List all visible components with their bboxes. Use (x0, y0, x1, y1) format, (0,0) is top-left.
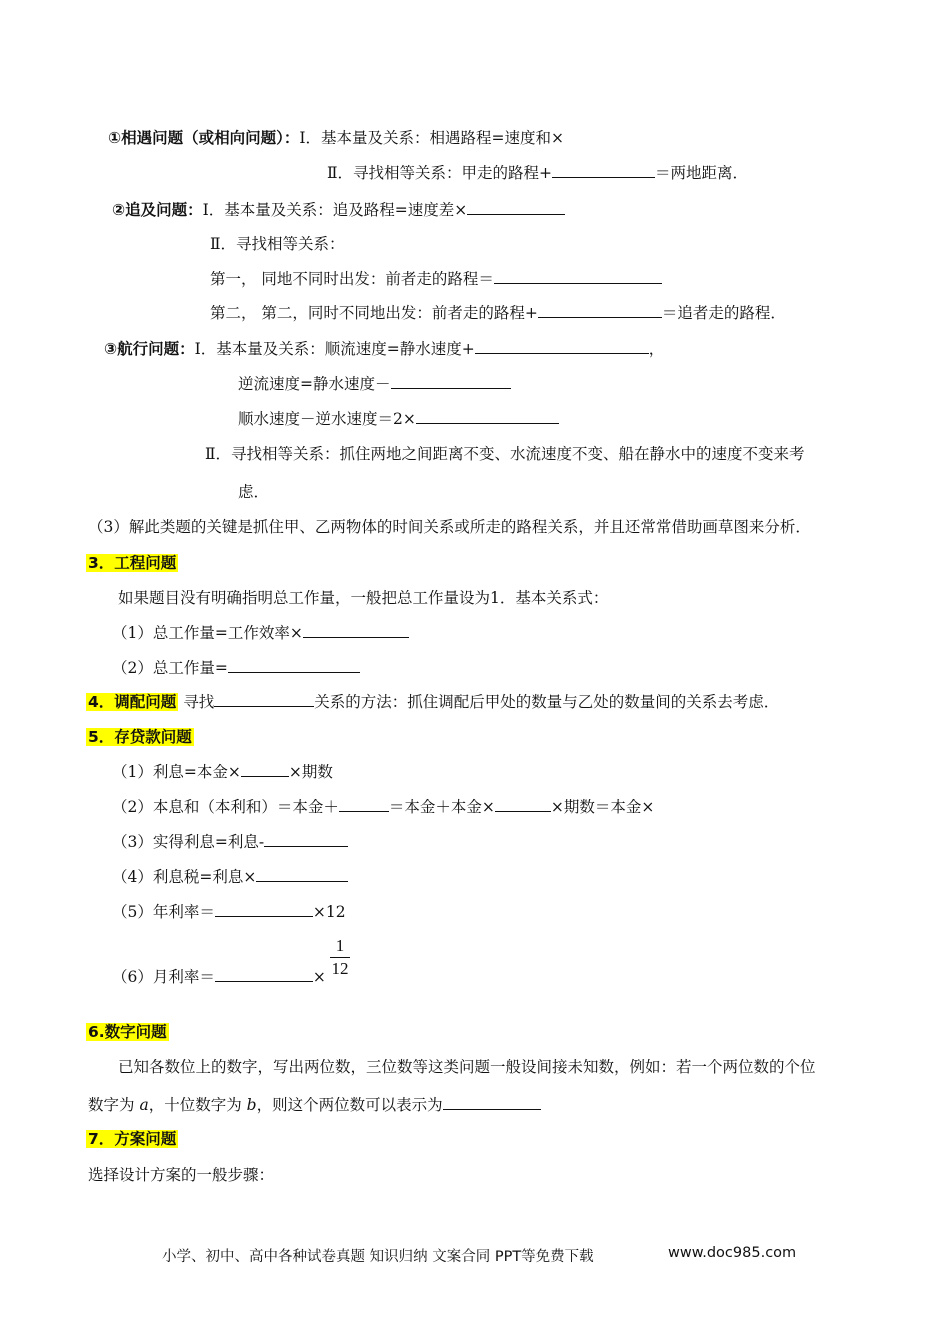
blank[interactable] (303, 622, 409, 638)
loan-item-5-tail: ×12 (312, 903, 346, 921)
blank[interactable] (552, 162, 655, 178)
fraction-denominator: 12 (331, 959, 349, 978)
blank[interactable] (467, 199, 565, 215)
section-7-title: 7．方案问题 (88, 1130, 177, 1148)
sail-line-5: 虑． (238, 483, 270, 501)
sail-relation: Ⅰ．基本量及关系：顺流速度=静水速度+ (194, 340, 475, 358)
fraction-bar (330, 957, 350, 958)
chase-line-3 (210, 268, 662, 290)
meet-line-2 (327, 162, 748, 184)
loan-item-1 (112, 761, 333, 783)
blank[interactable] (391, 373, 511, 389)
section-6-heading (86, 1021, 169, 1043)
loan-item-2 (112, 796, 654, 818)
section-7-heading (86, 1128, 178, 1150)
alloc-text-2: 关系的方法：抓住调配后甲处的数量与乙处的数量间的关系去考虑． (314, 693, 780, 711)
work-item-1-text: （1）总工作量=工作效率× (112, 624, 303, 642)
blank[interactable] (494, 268, 662, 284)
loan-item-2-tail: ×期数＝本金× (550, 798, 655, 816)
loan-item-6-times: × (312, 968, 326, 986)
var-a: a (139, 1096, 149, 1114)
meet-relation: Ⅰ．基本量及关系：相遇路程=速度和× (299, 129, 564, 147)
section-4-title: 4．调配问题 (88, 693, 177, 711)
loan-item-6 (112, 966, 326, 988)
chase-line-4 (210, 302, 786, 324)
loan-item-5 (112, 901, 346, 923)
blank[interactable] (416, 408, 559, 424)
sail-upstream: 逆流速度=静水速度－ (238, 375, 391, 393)
blank[interactable] (241, 761, 289, 777)
loan-item-4-text: （4）利息税=利息× (112, 868, 257, 886)
section-3-heading (86, 552, 178, 574)
work-item-1 (112, 622, 409, 644)
digit-text-1: 数字为 (88, 1096, 140, 1114)
sail-diff: 顺水速度－逆水速度＝2× (238, 410, 416, 428)
loan-item-2-mid: ＝本金＋本金× (388, 798, 495, 816)
meet-line-1 (108, 127, 564, 149)
footer-text: 小学、初中、高中各种试卷真题 知识归纳 文案合同 PPT等免费下载 (162, 1249, 594, 1265)
sail-line-4: Ⅱ．寻找相等关系：抓住两地之间距离不变、水流速度不变、船在静水中的速度不变来考 (205, 445, 805, 463)
sail-line-3 (238, 408, 559, 430)
blank[interactable] (215, 901, 313, 917)
work-item-2-text: （2）总工作量= (112, 659, 228, 677)
chase-second: 第二， 第二，同时不同地出发：前者走的路程+ (210, 304, 538, 322)
loan-item-4 (112, 866, 348, 888)
digit-para-line-2 (88, 1094, 541, 1116)
loan-item-5-text: （5）年利率＝ (112, 903, 215, 921)
travel-key-point: （3）解此类题的关键是抓住甲、乙两物体的时间关系或所走的路程关系，并且还常常借助画草图来分析． (88, 518, 811, 536)
blank[interactable] (339, 796, 389, 812)
meet-equal-tail: ＝两地距离． (655, 164, 749, 182)
work-item-2 (112, 657, 360, 679)
blank[interactable] (256, 866, 348, 882)
footer-url[interactable]: www.doc985.com (668, 1245, 797, 1261)
blank[interactable] (538, 302, 662, 318)
loan-item-1-text: （1）利息=本金× (112, 763, 241, 781)
var-b: b (246, 1096, 257, 1114)
section-3-title: 3．工程问题 (88, 554, 177, 572)
section-5-heading (86, 726, 194, 748)
blank[interactable] (228, 657, 360, 673)
scheme-intro: 选择设计方案的一般步骤： (88, 1166, 275, 1184)
loan-item-3 (112, 831, 348, 853)
blank[interactable] (443, 1094, 541, 1110)
chase-first: 第一， 同地不同时出发：前者走的路程＝ (210, 270, 494, 288)
loan-item-3-text: （3）实得利息=利息- (112, 833, 265, 851)
sail-comma: ， (648, 340, 665, 358)
loan-item-1-tail: ×期数 (288, 763, 333, 781)
blank[interactable] (214, 691, 314, 707)
digit-text-2: ，十位数字为 (148, 1096, 247, 1114)
blank[interactable] (215, 966, 313, 982)
sail-label: ③航行问题： (104, 340, 195, 358)
section-6-title: 6.数字问题 (88, 1023, 167, 1041)
fraction-numerator: 1 (335, 936, 345, 955)
sail-line-1 (104, 338, 664, 360)
digit-text-3: ，则这个两位数可以表示为 (256, 1096, 443, 1114)
loan-item-2-text: （2）本息和（本利和）＝本金＋ (112, 798, 339, 816)
sail-line-2 (238, 373, 511, 395)
one-twelfth-fraction (330, 936, 350, 979)
chase-line-1 (112, 199, 565, 221)
chase-second-tail: ＝追者走的路程． (661, 304, 786, 322)
blank[interactable] (264, 831, 348, 847)
loan-item-6-text: （6）月利率＝ (112, 968, 215, 986)
section-5-title: 5．存贷款问题 (88, 728, 192, 746)
digit-para-line-1: 已知各数位上的数字，写出两位数，三位数等这类问题一般设间接未知数，例如：若一个两位数的个位 (118, 1058, 816, 1076)
blank[interactable] (475, 338, 649, 354)
alloc-text-1: 寻找 (183, 693, 215, 711)
work-intro: 如果题目没有明确指明总工作量，一般把总工作量设为1．基本关系式： (118, 589, 609, 607)
meet-equal-text: Ⅱ．寻找相等关系：甲走的路程+ (327, 164, 553, 182)
blank[interactable] (495, 796, 551, 812)
section-4-line (86, 691, 779, 713)
chase-label: ②追及问题： (112, 201, 203, 219)
chase-line-2: Ⅱ．寻找相等关系： (210, 235, 345, 253)
meet-label: ①相遇问题（或相向问题）： (108, 129, 300, 147)
chase-relation: Ⅰ．基本量及关系：追及路程=速度差× (202, 201, 468, 219)
